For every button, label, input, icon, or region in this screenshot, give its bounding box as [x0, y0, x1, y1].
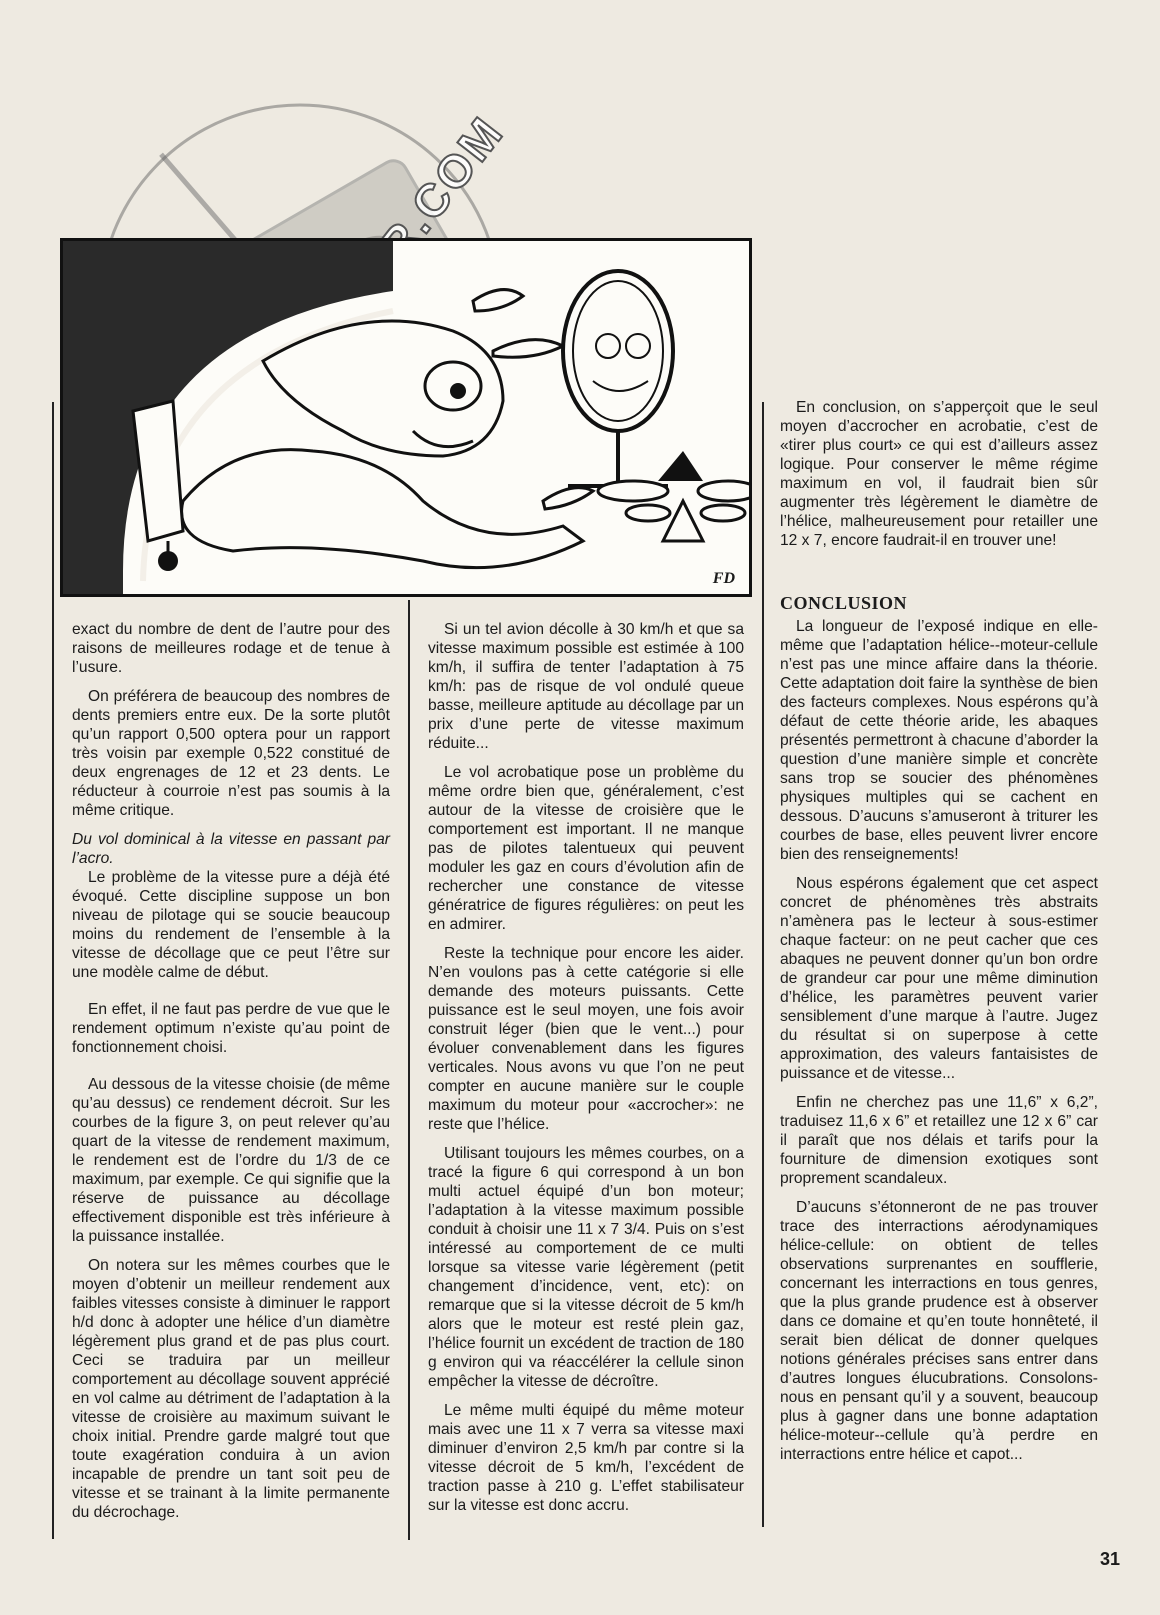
col2-paragraph: Utilisant toujours les mêmes courbes, on a tracé la figure 6 qui correspond à un bon multi actuel équipé d’un bon moteur; l’adaptation à la vitesse maximum possible conduit à choisir une 11 x 7 3/4. Puis on s’est intéressé au comportement de ce multi lorsque sa vitesse varie légèrement (petit changement d’incidence, vent, etc): on remarque que si la vitesse décroit de 5 km/h alors que le moteur est resté plein gaz, l’hélice fournit un excédent de traction de 180 g environ qui va réaccélérer la cellule sinon empêcher la vitesse de décroître. [428, 1145, 744, 1390]
section-subtitle: Du vol dominical à la vitesse en passant par l’acro. [72, 831, 390, 867]
col3-paragraph: En conclusion, on s’apperçoit que le seul moyen d’accrocher en acrobatie, c’est de «tirer plus court» ce qui est d’ailleurs assez logique. Pour conserver le même régime maximum en vol, il faudrait bien sûr augmenter très légèrement le diamètre de l’hélice, malheureusement pour retailler une 12 x 7, encore faudrait-il en trouver une! [780, 399, 1098, 549]
column-rule-left [52, 402, 54, 1539]
col3-paragraph: Enfin ne cherchez pas une 11,6” x 6,2”, traduisez 11,6 x 6” et retaillez une 12 x 6” car il paraît que nos délais et tarifs pour la fourniture de dimension exotiques sont proprement scandaleux. [780, 1094, 1098, 1187]
cartoon-drawing [63, 241, 749, 594]
column-rule-middle [408, 600, 410, 1540]
col1-paragraph: exact du nombre de dent de l’autre pour des raisons de meilleures rodage et de tenue à l’usure. [72, 621, 390, 676]
col1-paragraph: Au dessous de la vitesse choisie (de même qu’au dessus) ce rendement décroit. Sur les courbes de la figure 3, on peut relever qu’au quart de la vitesse de rendement maximum, le rendement est de l’ordre du 1/3 de ce maximum, par exemple. Ce qui signifie que la réserve de puissance au décollage effectivement disponible est très inférieure à la puissance installée. [72, 1076, 390, 1245]
column-1 [72, 620, 390, 1522]
conclusion-heading: CONCLUSION [780, 593, 908, 613]
column-3 [780, 398, 1098, 1464]
col2-paragraph: Reste la technique pour encore les aider. N’en voulons pas à cette catégorie si elle demande des moteurs puissants. Cette puissance est le seul moyen, une fois avoir construit léger (bien que le vent...) pour évoluer convenablement dans les figures verticales. Nous avons vu que l’on ne peut compter en aucune manière sur le couple maximum du moteur pour «accrocher»: ne reste que l’hélice. [428, 945, 744, 1133]
col2-paragraph: Le vol acrobatique pose un problème du même ordre bien que, généralement, c’est autour de la vitesse de croisière que le comportement est important. Il ne manque pas de pilotes talentueux qui peuvent moduler les gaz en cours d’évolution afin de rechercher une constance de vitesse génératrice de figures régulières: on peut les en admirer. [428, 764, 744, 933]
col3-paragraph: D’aucuns s’étonneront de ne pas trouver trace des interractions aérodynamiques hélice-cellule: on obtient de telles observations surprenantes en soufflerie, concernant les interractions en tous genres, que la plus grande prudence est à observer dans ce domaine et qu’en toute honnêteté, il serait bien délicat de donner quelques notions générales précises sans entrer dans d’autres longues élucubrations. Consolons-nous en pensant qu’il y a souvent, beaucoup plus à gagner dans une bonne adaptation hélice-moteur--cellule qu’à perdre en interractions entre hélice et capot... [780, 1199, 1098, 1463]
col2-paragraph: Si un tel avion décolle à 30 km/h et que sa vitesse maximum possible est estimée à 100 km/h, il suffira de tenter l’adaptation à 75 km/h: pas de risque de vol ondulé queue basse, meilleure aptitude au décollage par un prix d’une perte de vitesse maximum réduite... [428, 621, 744, 752]
col3-paragraph: La longueur de l’exposé indique en elle-même que l’adaptation hélice--moteur-cellule n’est pas une mince affaire dans la théorie. Cette adaptation doit faire la synthèse de bien des facteurs complexes. Nous espérons qu’à défaut de cette théorie aride, les abaques présentés permettront à chacune d’aborder la question d’une manière simple et concrète sans trop se soucier des phénomènes physiques multiples qui se cachent en dessous. D’aucuns s’amuseront à triturer les courbes de base, elles peuvent livrer encore bien des renseignements! [780, 618, 1098, 863]
col3-paragraph: Nous espérons également que cet aspect concret de phénomènes très abstraits n’amènera pas le lecteur à sous-estimer chaque facteur: on ne peut cacher que ces abaques ne peuvent donner qu’un bon ordre de grandeur car pour une même diminution d’hélice, les paramètres peuvent varier sensiblement d’une marque à l’autre. Jugez du résultat si on superpose à cette approximation, des valeurs fantaisistes de puissance et de vitesse... [780, 875, 1098, 1082]
col1-paragraph: Le problème de la vitesse pure a déjà été évoqué. Cette discipline suppose un bon niveau de pilotage qui se soucie beaucoup moins du rendement de l’ensemble à la vitesse de décollage que ce peut l’être sur une modèle calme de début. [72, 869, 390, 981]
col1-paragraph: En effet, il ne faut pas perdre de vue que le rendement optimum n’existe qu’au point de fonctionnement choisi. [72, 1001, 390, 1056]
page-number: 31 [1099, 1549, 1120, 1569]
col1-paragraph: On préférera de beaucoup des nombres de dents premiers entre eux. De la sorte plutôt qu’un rapport 0,500 optera pour un rapport très voisin par exemple 0,522 constitué de deux engrenages de 12 et 23 dents. Le réducteur à courroie n’est pas soumis à la même critique. [72, 688, 390, 819]
col2-paragraph: Le même multi équipé du même moteur mais avec une 11 x 7 verra sa vitesse maxi diminuer d’environ 2,5 km/h par contre si la vitesse décroit de 5 km/h, l’excédent de traction passe à 210 g. L’effet stabilisateur sur la vitesse est donc accru. [428, 1402, 744, 1514]
artist-signature: FD [712, 570, 735, 587]
cartoon-illustration [60, 238, 752, 597]
column-2 [428, 620, 744, 1515]
col1-paragraph: On notera sur les mêmes courbes que le moyen d’obtenir un meilleur rendement aux faibles vitesses consiste à diminuer le rapport h/d donc à adopter une hélice d’un diamètre légèrement plus grand et de pas plus court. Ceci se traduira par un meilleur comportement au décollage souvent apprécié en vol calme au détriment de l’adaptation à la vitesse de croisière au maximum suivant le choix initial. Prendre garde malgré tout que toute exagération conduira à un avion incapable de prendre un tant soit peu de vitesse et se trainant à la limite permanente du décrochage. [72, 1257, 390, 1521]
column-rule-right [762, 402, 764, 1527]
